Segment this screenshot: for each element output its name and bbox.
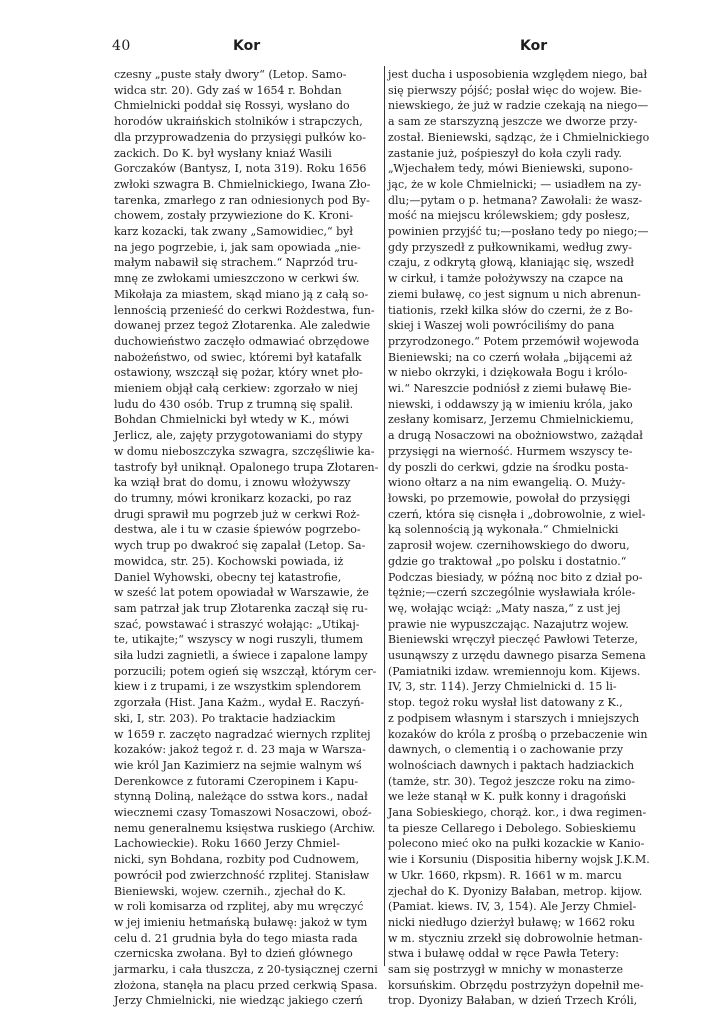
text-line: tarenka, zmarłego z ran odniesionych pod By- bbox=[114, 193, 370, 207]
text-line: porzucili; potem ogień się wszczął, którym cer- bbox=[114, 664, 377, 678]
text-line: zaprosił wojew. czernihowskiego do dworu, bbox=[388, 539, 630, 553]
text-line: ostawiony, wszczął się pożar, który wnet pło- bbox=[114, 366, 363, 380]
text-line: Podczas biesiady, w późną noc bito z dział po- bbox=[388, 570, 643, 584]
text-line: trop. Dyonizy Bałaban, w dzień Trzech Króli, bbox=[388, 994, 638, 1008]
text-line: gdzie go traktował „po polsku i dostatnio.“ bbox=[388, 554, 627, 568]
text-line: dla przyprowadzenia do przysięgi pułków ko- bbox=[114, 130, 366, 144]
text-line: szać, powstawać i straszyć wołając: „Utikaj- bbox=[114, 617, 360, 631]
text-line: dlu;—pytam o p. hetmana? Zawołali: że wasz- bbox=[388, 193, 643, 207]
text-line: wiono ołtarz a na nim ewangelią. O. Muży- bbox=[388, 476, 626, 490]
text-line: Daniel Wyhowski, obecny tej katastrofie, bbox=[114, 570, 342, 584]
text-line: destwa, ale i tu w czasie śpiewów pogrzebo- bbox=[114, 523, 361, 537]
text-line: ski, I, str. 203). Po traktacie hadziackim bbox=[114, 711, 336, 725]
text-line: polecono mieć oko na pułki kozackie w Kanio- bbox=[388, 837, 645, 851]
running-head-left: Kor bbox=[233, 38, 261, 54]
text-line: stop. tegoż roku wysłał list datowany z K., bbox=[388, 696, 623, 710]
text-line: wi.“ Nareszcie podniósł z ziemi buławę Bie- bbox=[388, 382, 632, 396]
text-line: a sam ze starszyzną jeszcze we dworze przy- bbox=[388, 115, 638, 129]
text-line: wie i Korsuniu (Dispositia hiberny wojsk J.K.M. bbox=[388, 853, 650, 867]
text-line: Jerlicz, ale, zajęty przygotowaniami do stypy bbox=[114, 429, 363, 443]
text-line: IV, 3, str. 114). Jerzy Chmielnicki d. 15 li- bbox=[388, 680, 617, 694]
text-line: (tamże, str. 30). Tegoż jeszcze roku na zimo- bbox=[388, 774, 636, 788]
text-line: wych trup po dwakroć się zapalał (Letop. Sa- bbox=[114, 539, 366, 553]
text-line: Bieniewski, wojew. czernih., zjechał do K. bbox=[114, 884, 346, 898]
text-line: w domu nieboszczyka szwagra, szczęśliwie ka- bbox=[114, 444, 375, 458]
text-line: przysięgi na wierność. Hurmem wszyscy te- bbox=[388, 444, 633, 458]
text-line: dowanej przez tegoż Złotarenka. Ale zaledwie bbox=[114, 319, 371, 333]
text-line: ludu do 430 osób. Trup z trumną się spalił. bbox=[114, 397, 354, 411]
text-line: mnę ze zwłokami umieszczono w cerkwi św. bbox=[114, 272, 360, 286]
text-line: ką solennością ją wykonała.“ Chmielnicki bbox=[388, 523, 619, 537]
text-line: Lachowieckie). Roku 1660 Jerzy Chmiel- bbox=[114, 837, 340, 851]
text-line: horodów ukraińskich stolników i strapczych, bbox=[114, 115, 363, 129]
text-line: czaju, z odkrytą głową, kłaniając się, wszedł bbox=[388, 256, 634, 270]
text-line: stynną Doliną, należące do sstwa kors., nadał bbox=[114, 790, 368, 804]
text-line: skiej i Waszej woli powróciliśmy do pana bbox=[388, 319, 615, 333]
running-head-right: Kor bbox=[520, 38, 548, 54]
text-line: dy poszli do cerkwi, gdzie na środku posta- bbox=[388, 460, 629, 474]
page-number: 40 bbox=[112, 38, 131, 54]
text-line: wę, wołając wciąż: „Maty nasza,“ z ust jej bbox=[388, 601, 621, 615]
text-line: niewski, i oddawszy ją w imieniu króla, jako bbox=[388, 397, 633, 411]
text-line: wie król Jan Kazimierz na sejmie walnym wś bbox=[114, 758, 362, 772]
text-line: mość na miejscu królewskiem; gdy posłesz, bbox=[388, 209, 630, 223]
text-line: ka wziął brat do domu, i znowu włożywszy bbox=[114, 476, 351, 490]
text-line: w niebo okrzyki, i dziękowała Bogu i królo- bbox=[388, 366, 628, 380]
text-line: „Wjechałem tedy, mówi Bieniewski, supono- bbox=[388, 162, 633, 176]
text-line: chowem, zostały przywiezione do K. Kroni- bbox=[114, 209, 354, 223]
text-line: tiationis, rzekł kilka słów do czerni, że z Bo- bbox=[388, 303, 633, 317]
text-line: gdy przyszedł z pułkownikami, według zwy- bbox=[388, 240, 632, 254]
text-line: jąc, że w kole Chmielnicki; — usiadłem na zy- bbox=[388, 177, 642, 191]
text-line: jarmarku, i cała tłuszcza, z 20-tysiącznej czerni bbox=[114, 963, 378, 977]
text-line: (Pamiatniki izdaw. wremiennoju kom. Kijews. bbox=[388, 664, 641, 678]
text-line: do trumny, mówi kronikarz kozacki, po raz bbox=[114, 491, 352, 505]
text-line: jest ducha i usposobienia względem niego, bał bbox=[388, 68, 648, 81]
left-column bbox=[114, 67, 382, 1009]
text-line: został. Bieniewski, sądząc, że i Chmielnickiego bbox=[388, 130, 650, 144]
text-line: w roli komisarza od rzplitej, aby mu wręczyć bbox=[114, 900, 364, 914]
text-line: Bieniewski; na co czerń wołała „bijącemi aż bbox=[388, 350, 632, 364]
text-line: w jej imieniu hetmańską buławę: jakoż w tym bbox=[114, 915, 368, 929]
text-line: nemu generalnemu księstwa ruskiego (Archiw. bbox=[114, 821, 376, 835]
text-line: zackich. Do K. był wysłany kniaź Wasili bbox=[114, 146, 332, 160]
text-line: Bieniewski wręczył pieczęć Pawłowi Teterze, bbox=[388, 633, 639, 647]
text-line: przyrodzonego.“ Potem przemówił wojewoda bbox=[388, 334, 640, 348]
text-line: zastanie już, pośpieszył do koła czyli rady. bbox=[388, 146, 622, 160]
text-line: zesłany komisarz, Jerzemu Chmielnickiemu, bbox=[388, 413, 634, 427]
text-line: tężnie;—czerń szczególnie wysławiała króle- bbox=[388, 586, 636, 600]
text-line: w 1659 r. zaczęto nagradzać wiernych rzplitej bbox=[114, 727, 371, 741]
text-line: zwłoki szwagra B. Chmielnickiego, Iwana Zło- bbox=[114, 177, 371, 191]
text-line: złożona, stanęła na placu przed cerkwią Spasa. bbox=[114, 978, 378, 992]
text-line: Bohdan Chmielnicki był wtedy w K., mówi bbox=[114, 413, 349, 427]
text-line: ziemi buławę, co jest signum u nich abrenun- bbox=[388, 287, 641, 301]
text-line: zjechał do K. Dyonizy Bałaban, metrop. kijow. bbox=[388, 884, 643, 898]
text-line: nicki niedługo dzierżył buławę; w 1662 roku bbox=[388, 915, 636, 929]
text-line: widca str. 20). Gdy zaś w 1654 r. Bohdan bbox=[114, 83, 342, 97]
text-line: ta piesze Cellarego i Debolego. Sobieskiemu bbox=[388, 821, 637, 835]
text-line: z podpisem własnym i starszych i mniejszych bbox=[388, 711, 640, 725]
text-line: usunąwszy z urzędu dawnego pisarza Semena bbox=[388, 649, 646, 663]
text-line: Chmielnicki poddał się Rossyi, wysłano do bbox=[114, 99, 350, 113]
text-line: niewskiego, że już w radzie czekają na niego— bbox=[388, 99, 649, 113]
text-line: nabożeństwo, od swiec, któremi był katafalk bbox=[114, 350, 362, 364]
text-line: (Pamiat. kiews. IV, 3, 154). Ale Jerzy Chmiel- bbox=[388, 900, 637, 914]
text-line: w sześć lat potem opowiadał w Warszawie, że bbox=[114, 586, 369, 600]
text-line: Jana Sobieskiego, chorąż. kor., i dwa regimen- bbox=[388, 806, 647, 820]
text-line: w Ukr. 1660, rkpsm). R. 1661 w m. marcu bbox=[388, 868, 622, 882]
text-line: tastrofy był uniknął. Opalonego trupa Złotaren- bbox=[114, 460, 379, 474]
text-line: duchowieństwo zaczęło odmawiać obrzędowe bbox=[114, 334, 370, 348]
text-line: powrócił pod zwierzchność rzplitej. Stanisław bbox=[114, 868, 370, 882]
text-line: te, utikajte;“ wszyscy w nogi ruszyli, tłumem bbox=[114, 633, 364, 647]
text-line: wiecznemi czasy Tomaszowi Nosaczowi, oboź- bbox=[114, 806, 372, 820]
text-line: prawie nie wypuszczając. Nazajutrz wojew. bbox=[388, 617, 629, 631]
text-line: Derenkowce z futorami Czeropinem i Kapu- bbox=[114, 774, 359, 788]
text-line: stwa i buławę oddał w ręce Pawła Tetery: bbox=[388, 947, 619, 961]
text-line: kozaków do króla z prośbą o przebaczenie win bbox=[388, 727, 648, 741]
text-line: drugi sprawił mu pogrzeb już w cerkwi Roż- bbox=[114, 507, 360, 521]
text-line: a drugą Nosaczowi na obożniowstwo, zażądał bbox=[388, 429, 643, 443]
text-line: sam się postrzygł w mnichy w monasterze bbox=[388, 963, 624, 977]
text-line: celu d. 21 grudnia była do tego miasta rada bbox=[114, 931, 358, 945]
text-line: czesny „puste stały dwory“ (Letop. Samo- bbox=[114, 68, 347, 81]
text-line: kiew i z trupami, i ze wszystkim splendorem bbox=[114, 680, 361, 694]
text-line: kozaków: jakoż tegoż r. d. 23 maja w Warsza- bbox=[114, 743, 366, 757]
text-line: Gorczaków (Bantysz, I, nota 319). Roku 1656 bbox=[114, 162, 367, 176]
text-line: Jerzy Chmielnicki, nie wiedząc jakiego czerń bbox=[114, 994, 363, 1008]
text-line: zgorzała (Hist. Jana Każm., wydał E. Raczyń- bbox=[114, 696, 365, 710]
text-line: w cirkuł, i tamże położywszy na czapce na bbox=[388, 272, 624, 286]
text-line: mowidca, str. 25). Kochowski powiada, iż bbox=[114, 554, 344, 568]
text-line: powinien przyjść tu;—posłano tedy po niego;— bbox=[388, 225, 649, 239]
text-line: na jego pogrzebie, i, jak sam opowiada „nie- bbox=[114, 240, 361, 254]
text-line: lennością przenieść do cerkwi Rożdestwa, fun- bbox=[114, 303, 375, 317]
text-line: w m. styczniu zrzekł się dobrowolnie hetman- bbox=[388, 931, 643, 945]
column-divider bbox=[384, 66, 385, 966]
text-line: sam patrzał jak trup Złotarenka zaczął się ru- bbox=[114, 601, 368, 615]
text-line: łowski, po przemowie, powołał do przysięgi bbox=[388, 491, 631, 505]
text-line: się pierwszy pójść; posłał więc do wojew. Bie- bbox=[388, 83, 642, 97]
text-line: siła ludzi zagnietli, a świece i zapalone lampy bbox=[114, 649, 368, 663]
text-line: małym nabawił się strachem.“ Naprzód tru- bbox=[114, 256, 358, 270]
text-line: korsuńskim. Obrzędu postrzyżyn dopełnił me- bbox=[388, 978, 644, 992]
text-line: nicki, syn Bohdana, rozbity pod Cudnowem, bbox=[114, 853, 360, 867]
text-line: czernicska zwołana. Był to dzień głównego bbox=[114, 947, 353, 961]
text-line: dawnych, o clementią i o zachowanie przy bbox=[388, 743, 624, 757]
text-line: mieniem objął całą cerkiew: zgorzało w niej bbox=[114, 382, 358, 396]
text-line: wolnościach dawnych i paktach hadziackich bbox=[388, 758, 635, 772]
right-column bbox=[388, 67, 668, 1009]
text-line: Mikołaja za miastem, skąd miano ją z całą so- bbox=[114, 287, 369, 301]
text-line: karz kozacki, tak zwany „Samowidiec,“ był bbox=[114, 225, 353, 239]
text-line: we leże stanął w K. pułk konny i dragoński bbox=[388, 790, 627, 804]
text-line: czerń, która się cisnęła i „dobrowolnie, z wiel- bbox=[388, 507, 646, 521]
